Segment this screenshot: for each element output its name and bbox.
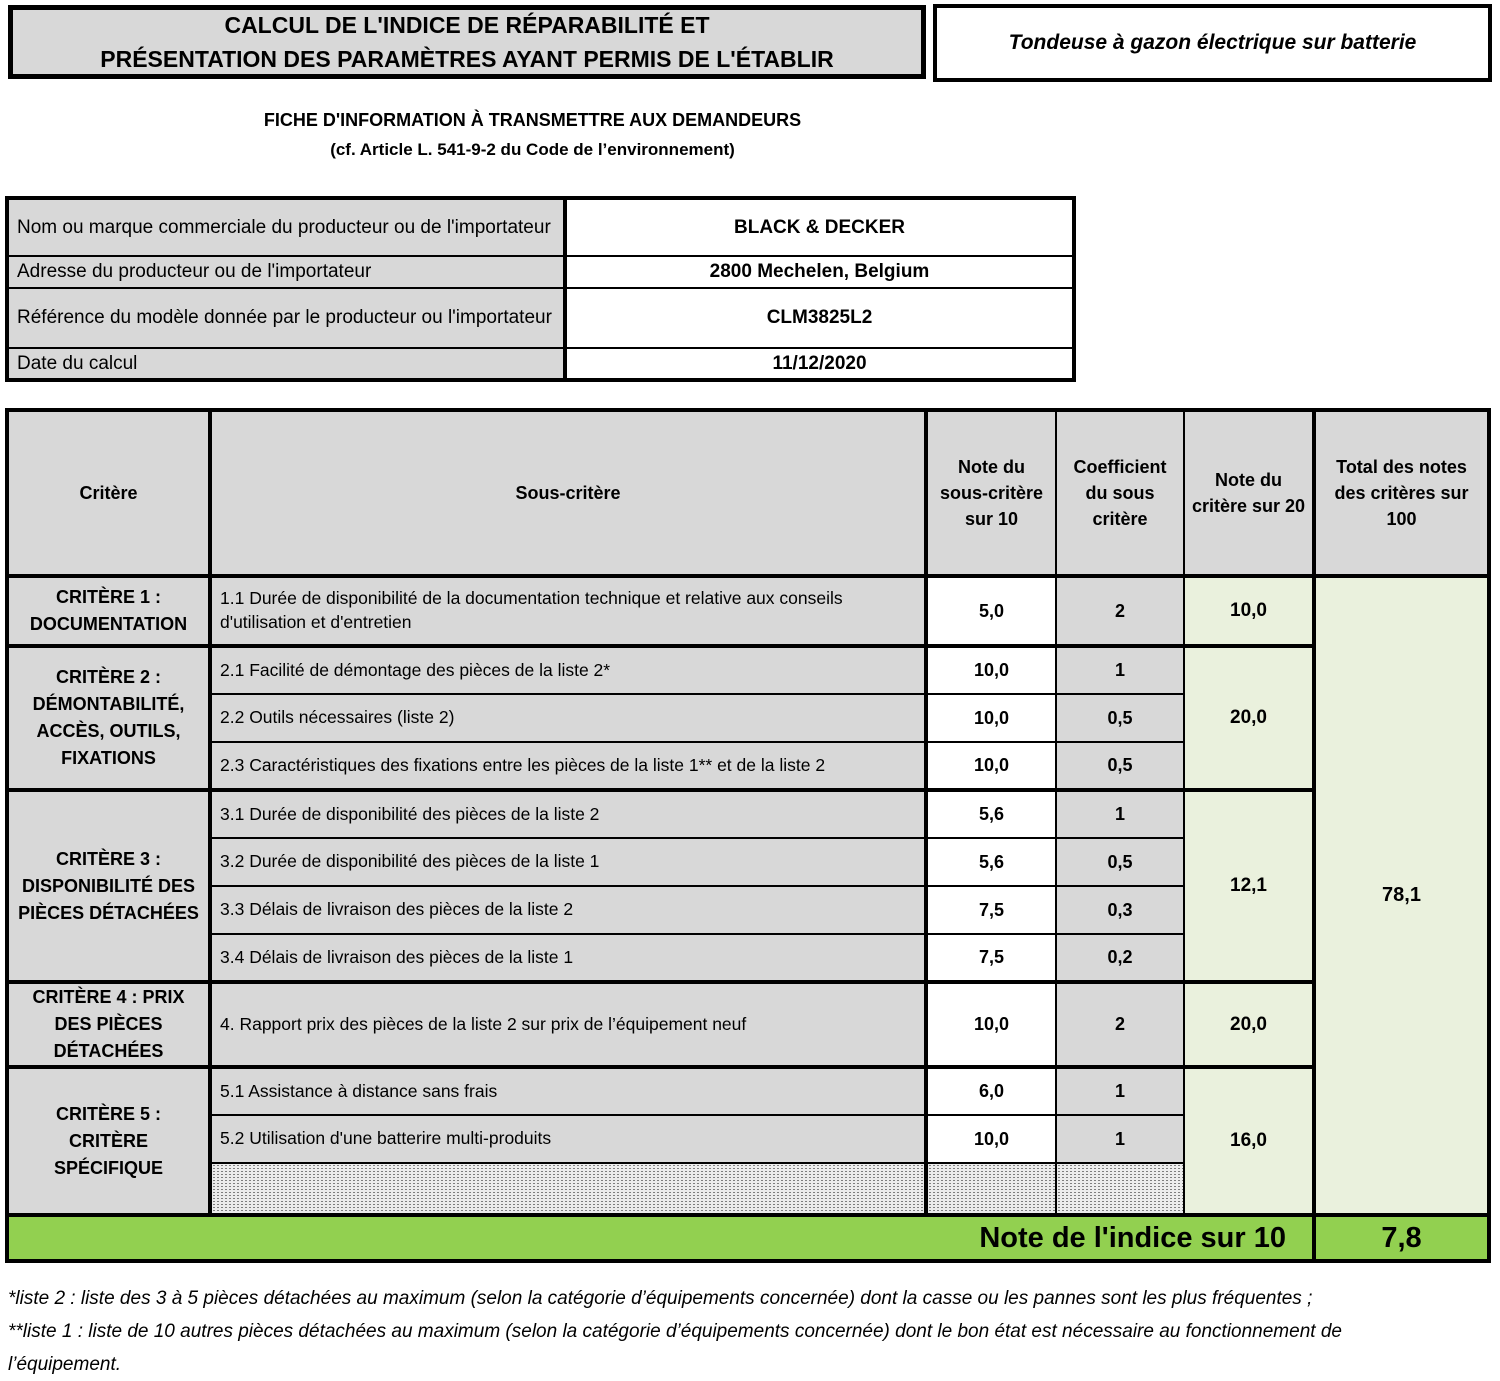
criterion-2-name: CRITÈRE 2 : DÉMONTABILITÉ, ACCÈS, OUTILS, FIXATIONS — [7, 646, 210, 790]
criterion-3-name: CRITÈRE 3 : DISPONIBILITÉ DES PIÈCES DÉTACHÉES — [7, 790, 210, 982]
table-row — [7, 576, 1489, 646]
producer-name-label: Nom ou marque commerciale du producteur ou de l'importateur — [7, 198, 565, 256]
table-header-row — [7, 410, 1489, 576]
subtitle-line2: (cf. Article L. 541-9-2 du Code de l’environnement) — [330, 140, 735, 159]
table-row — [7, 982, 1489, 1067]
sub-3-1-note10: 5,6 — [926, 790, 1056, 838]
index-score-label: Note de l'indice sur 10 — [7, 1215, 1314, 1261]
sub-3-1-coef: 1 — [1056, 790, 1184, 838]
calc-date-value: 11/12/2020 — [565, 348, 1074, 380]
score-table — [5, 408, 1491, 1263]
sub-3-4-label: 3.4 Délais de livraison des pièces de la liste 1 — [210, 934, 926, 982]
sub-5-2-note10: 10,0 — [926, 1115, 1056, 1163]
sub-4-note10: 10,0 — [926, 982, 1056, 1067]
table-row — [7, 198, 1074, 256]
document-title-line2: PRÉSENTATION DES PARAMÈTRES AYANT PERMIS DE L'ÉTABLIR — [100, 46, 834, 72]
subtitle — [0, 110, 1065, 160]
index-score-row — [7, 1215, 1489, 1261]
col-header-sous-critere: Sous-critère — [210, 410, 926, 576]
table-row — [7, 256, 1074, 288]
sub-3-2-coef: 0,5 — [1056, 838, 1184, 886]
sub-2-1-label: 2.1 Facilité de démontage des pièces de la liste 2* — [210, 646, 926, 694]
footnote-liste1: **liste 1 : liste de 10 autres pièces détachées au maximum (selon la catégorie d’équipements concernée) dont le bon état est nécessaire au fonctionnement de l’équipement. — [8, 1321, 1342, 1375]
sub-2-2-note10: 10,0 — [926, 694, 1056, 742]
sub-3-2-note10: 5,6 — [926, 838, 1056, 886]
producer-info-table — [5, 196, 1076, 382]
subtitle-line1: FICHE D'INFORMATION À TRANSMETTRE AUX DEMANDEURS — [263, 110, 802, 130]
sub-5-1-label: 5.1 Assistance à distance sans frais — [210, 1067, 926, 1115]
criterion-5-name: CRITÈRE 5 : CRITÈRE SPÉCIFIQUE — [7, 1067, 210, 1215]
sub-1-1-label: 1.1 Durée de disponibilité de la documentation technique et relative aux conseils d'utilisation et d'entretien — [210, 576, 926, 646]
sub-1-1-coef: 2 — [1056, 576, 1184, 646]
product-category-box — [933, 4, 1492, 82]
sub-2-2-coef: 0,5 — [1056, 694, 1184, 742]
sub-3-1-label: 3.1 Durée de disponibilité des pièces de la liste 2 — [210, 790, 926, 838]
table-row — [7, 288, 1074, 348]
sub-2-3-coef: 0,5 — [1056, 742, 1184, 790]
producer-name-value: BLACK & DECKER — [565, 198, 1074, 256]
sub-2-3-note10: 10,0 — [926, 742, 1056, 790]
product-category-label: Tondeuse à gazon électrique sur batterie — [1008, 31, 1417, 54]
empty-hatched-cell — [210, 1163, 926, 1215]
col-header-total: Total des notes des critères sur 100 — [1314, 410, 1489, 576]
col-header-coefficient: Coefficient du sous critère — [1056, 410, 1184, 576]
sub-2-3-label: 2.3 Caractéristiques des fixations entre les pièces de la liste 1** et de la liste 2 — [210, 742, 926, 790]
table-row — [7, 790, 1489, 838]
criterion-1-note20: 10,0 — [1184, 576, 1314, 646]
model-reference-value: CLM3825L2 — [565, 288, 1074, 348]
sub-4-label: 4. Rapport prix des pièces de la liste 2 sur prix de l’équipement neuf — [210, 982, 926, 1067]
table-row — [7, 348, 1074, 380]
total-notes-value: 78,1 — [1314, 576, 1489, 1215]
col-header-note-critere: Note du critère sur 20 — [1184, 410, 1314, 576]
sub-1-1-note10: 5,0 — [926, 576, 1056, 646]
calc-date-label: Date du calcul — [7, 348, 565, 380]
criterion-4-name: CRITÈRE 4 : PRIX DES PIÈCES DÉTACHÉES — [7, 982, 210, 1067]
criterion-1-name: CRITÈRE 1 : DOCUMENTATION — [7, 576, 210, 646]
empty-hatched-cell — [926, 1163, 1056, 1215]
producer-address-label: Adresse du producteur ou de l'importateur — [7, 256, 565, 288]
sub-3-2-label: 3.2 Durée de disponibilité des pièces de la liste 1 — [210, 838, 926, 886]
sub-5-1-coef: 1 — [1056, 1067, 1184, 1115]
sub-2-2-label: 2.2 Outils nécessaires (liste 2) — [210, 694, 926, 742]
footnote-liste2: *liste 2 : liste des 3 à 5 pièces détachées au maximum (selon la catégorie d’équipements concernée) dont la casse ou les pannes sont les plus fréquentes ; — [8, 1288, 1313, 1309]
model-reference-label: Référence du modèle donnée par le producteur ou l'importateur — [7, 288, 565, 348]
index-score-value: 7,8 — [1314, 1215, 1489, 1261]
sub-3-4-note10: 7,5 — [926, 934, 1056, 982]
document-title-line1: CALCUL DE L'INDICE DE RÉPARABILITÉ ET — [224, 11, 710, 38]
col-header-critere: Critère — [7, 410, 210, 576]
criterion-4-note20: 20,0 — [1184, 982, 1314, 1067]
sub-5-2-coef: 1 — [1056, 1115, 1184, 1163]
producer-address-value: 2800 Mechelen, Belgium — [565, 256, 1074, 288]
table-row — [7, 646, 1489, 694]
sub-5-1-note10: 6,0 — [926, 1067, 1056, 1115]
sub-3-3-label: 3.3 Délais de livraison des pièces de la liste 2 — [210, 886, 926, 934]
sub-4-coef: 2 — [1056, 982, 1184, 1067]
sub-2-1-note10: 10,0 — [926, 646, 1056, 694]
sub-3-4-coef: 0,2 — [1056, 934, 1184, 982]
sub-3-3-coef: 0,3 — [1056, 886, 1184, 934]
criterion-2-note20: 20,0 — [1184, 646, 1314, 790]
table-row — [7, 1067, 1489, 1115]
criterion-3-note20: 12,1 — [1184, 790, 1314, 982]
empty-hatched-cell — [1056, 1163, 1184, 1215]
footnotes — [8, 1282, 1408, 1381]
sub-3-3-note10: 7,5 — [926, 886, 1056, 934]
criterion-5-note20: 16,0 — [1184, 1067, 1314, 1215]
sub-2-1-coef: 1 — [1056, 646, 1184, 694]
document-title-box — [8, 5, 926, 79]
col-header-note-sous-critere: Note du sous-critère sur 10 — [926, 410, 1056, 576]
sub-5-2-label: 5.2 Utilisation d'une batterire multi-produits — [210, 1115, 926, 1163]
